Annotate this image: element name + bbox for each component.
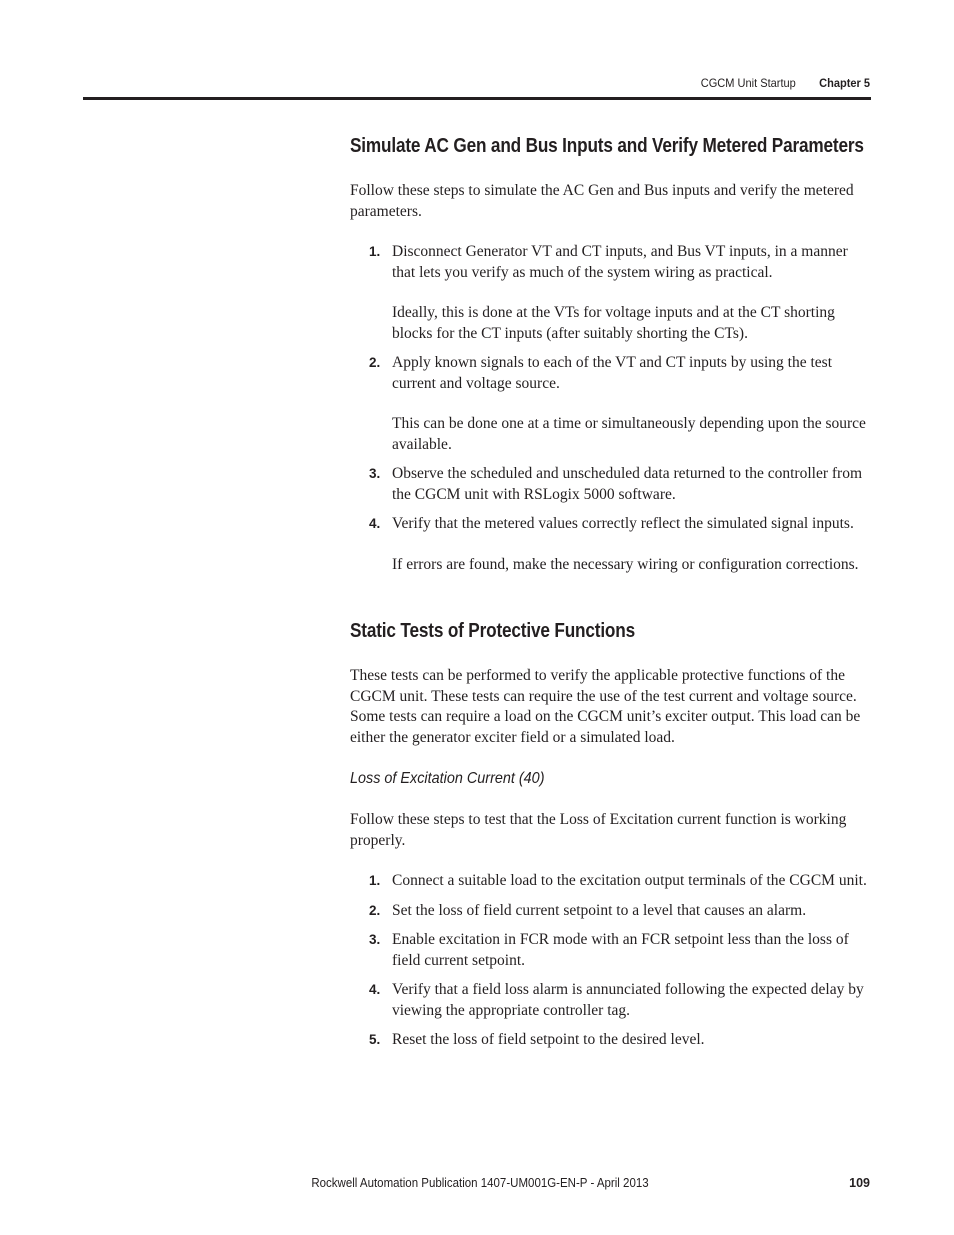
step-text: Verify that the metered values correctly reflect the simulated signal inputs. [392,515,854,532]
step-note: This can be done one at a time or simultaneously depending upon the source available. [392,415,866,453]
simulate-steps-list [350,242,872,575]
page-body [350,132,872,1051]
loss-of-excitation-steps-list [350,871,872,1051]
header-chapter-label: Chapter 5 [819,76,870,90]
list-item [350,1030,872,1051]
section-heading-static-tests: Static Tests of Protective Functions [350,620,635,642]
publication-info: Rockwell Automation Publication 1407-UM001G-EN-P - April 2013 [311,1176,649,1190]
step-text: Verify that a field loss alarm is annunciated following the expected delay by viewing the appropriate controller tag. [392,981,864,1019]
step-text: Enable excitation in FCR mode with an FCR setpoint less than the loss of field current setpoint. [392,931,849,969]
section-intro-static-tests: These tests can be performed to verify the applicable protective functions of the CGCM unit. These tests can require the use of the test current and voltage source. Some tests can require a load on the CGCM unit’s exciter output. This load can be either the generator exciter field or a simulated load. [350,667,861,746]
step-number: 1. [369,244,381,259]
step-number: 3. [369,466,381,481]
subsection-intro: Follow these steps to test that the Loss of Excitation current function is working properly. [350,811,847,849]
step-number: 5. [369,1032,381,1047]
header-divider [83,97,871,100]
list-item [350,464,872,505]
list-item [350,980,872,1021]
list-item [350,242,872,344]
step-text: Connect a suitable load to the excitation output terminals of the CGCM unit. [392,872,867,889]
step-number: 2. [369,902,381,918]
running-header [701,75,870,91]
list-item [350,871,872,892]
step-number: 4. [369,516,381,531]
step-number: 4. [369,982,381,997]
list-item [350,930,872,971]
step-number: 3. [369,932,381,947]
page-number: 109 [849,1176,870,1190]
step-text: Observe the scheduled and unscheduled data returned to the controller from the CGCM unit with RSLogix 5000 software. [392,465,862,503]
subsection-heading-loss-of-excitation: Loss of Excitation Current (40) [350,770,545,787]
step-number: 1. [369,873,381,888]
list-item [350,514,872,575]
step-text: Apply known signals to each of the VT and CT inputs by using the test current and voltage source. [392,354,832,392]
section-heading-simulate: Simulate AC Gen and Bus Inputs and Verify Metered Parameters [350,135,864,157]
step-text: Disconnect Generator VT and CT inputs, and Bus VT inputs, in a manner that lets you verify as much of the system wiring as practical. [392,243,848,281]
section-intro-simulate: Follow these steps to simulate the AC Gen and Bus inputs and verify the metered parameters. [350,182,854,220]
step-text: Reset the loss of field setpoint to the desired level. [392,1031,705,1048]
step-text: Set the loss of field current setpoint to a level that causes an alarm. [392,901,807,919]
step-number: 2. [369,355,381,370]
list-item [350,353,872,455]
list-item [350,901,872,922]
step-note: If errors are found, make the necessary wiring or configuration corrections. [392,555,859,573]
step-note: Ideally, this is done at the VTs for voltage inputs and at the CT shorting blocks for the CT inputs (after suitably shorting the CTs). [392,304,835,342]
header-section-title: CGCM Unit Startup [700,76,796,90]
